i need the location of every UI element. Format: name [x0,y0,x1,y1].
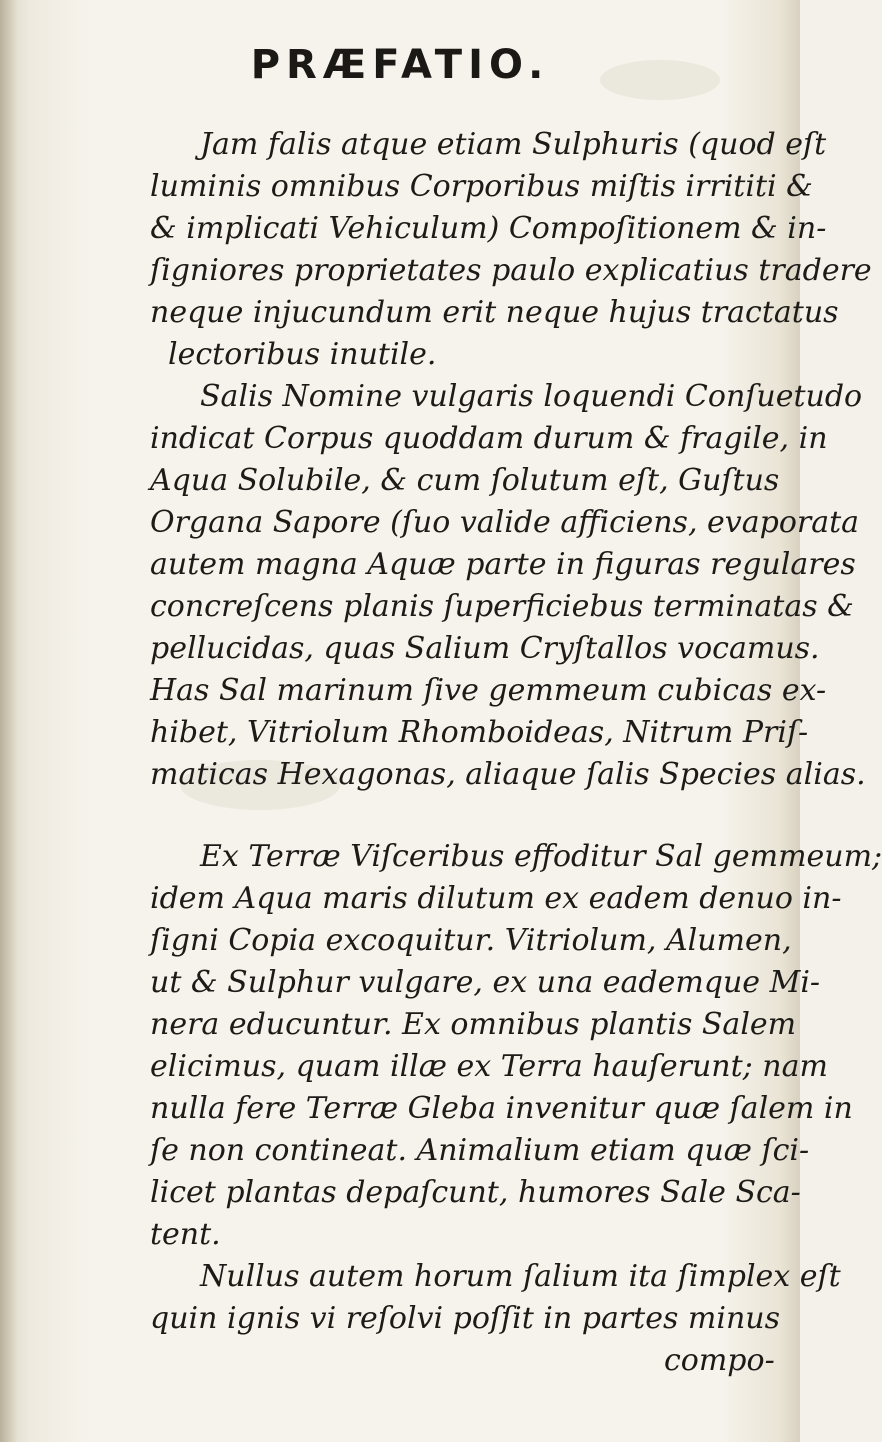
text-line: luminis omnibus Corporibus miſtis irrititi & [150,169,813,204]
text-line: ut & Sulphur vulgare, ex una eademque Mi- [150,965,821,1000]
text-line: hibet, Vitriolum Rhomboideas, Nitrum Priſ- [150,715,809,750]
page-gutter [0,0,18,1442]
text-line: maticas Hexagonas, aliaque ſalis Species alias. [150,757,866,792]
text-line: autem magna Aquæ parte in figuras regulares [150,547,856,582]
text-line: Jam falis atque etiam Sulphuris (quod eſt [200,127,827,162]
text-line: indicat Corpus quoddam durum & fragile, in [150,421,828,456]
catchword: compo- [664,1343,775,1378]
paragraph-4 [150,1256,841,1340]
text-line: Nullus autem horum ſalium ita ſimplex eſt [200,1259,841,1294]
text-line: Salis Nomine vulgaris loquendi Conſuetudo [200,379,863,414]
text-line: Organa Sapore (ſuo valide afficiens, evaporata [150,505,860,540]
running-head: PRÆFATIO. [250,42,550,88]
text-line: pellucidas, quas Salium Cryſtallos vocamus. [150,631,820,666]
paragraph-2 [150,376,866,796]
text-line: tent. [150,1217,221,1252]
text-line: neque injucundum erit neque hujus tractatus [150,295,839,330]
text-line: ſigni Copia excoquitur. Vitriolum, Alumen, [150,923,792,958]
text-line: Aqua Solubile, & cum ſolutum eſt, Guſtus [150,463,780,498]
text-line: ſigniores proprietates paulo explicatius tradere [150,253,872,288]
text-line: nera educuntur. Ex omnibus plantis Salem [150,1007,797,1042]
text-line: elicimus, quam illæ ex Terra hauſerunt; nam [150,1049,828,1084]
text-line: concreſcens planis ſuperficiebus terminatas & [150,589,854,624]
text-line: quin ignis vi reſolvi poſſit in partes minus [150,1301,780,1336]
paragraph-3 [150,836,882,1256]
paragraph-1 [150,124,872,376]
text-line: Has Sal marinum ſive gemmeum cubicas ex- [150,673,827,708]
text-line: lectoribus inutile. [168,337,437,372]
text-line: nulla fere Terræ Gleba invenitur quæ ſalem in [150,1091,853,1126]
text-line: licet plantas depaſcunt, humores Sale Sca- [150,1175,801,1210]
text-line: Ex Terræ Viſceribus effoditur Sal gemmeum; [200,839,882,874]
text-line: idem Aqua maris dilutum ex eadem denuo in- [150,881,842,916]
text-line: & implicati Vehiculum) Compoſitionem & in- [150,211,827,246]
text-line: ſe non contineat. Animalium etiam quæ ſci- [150,1133,810,1168]
